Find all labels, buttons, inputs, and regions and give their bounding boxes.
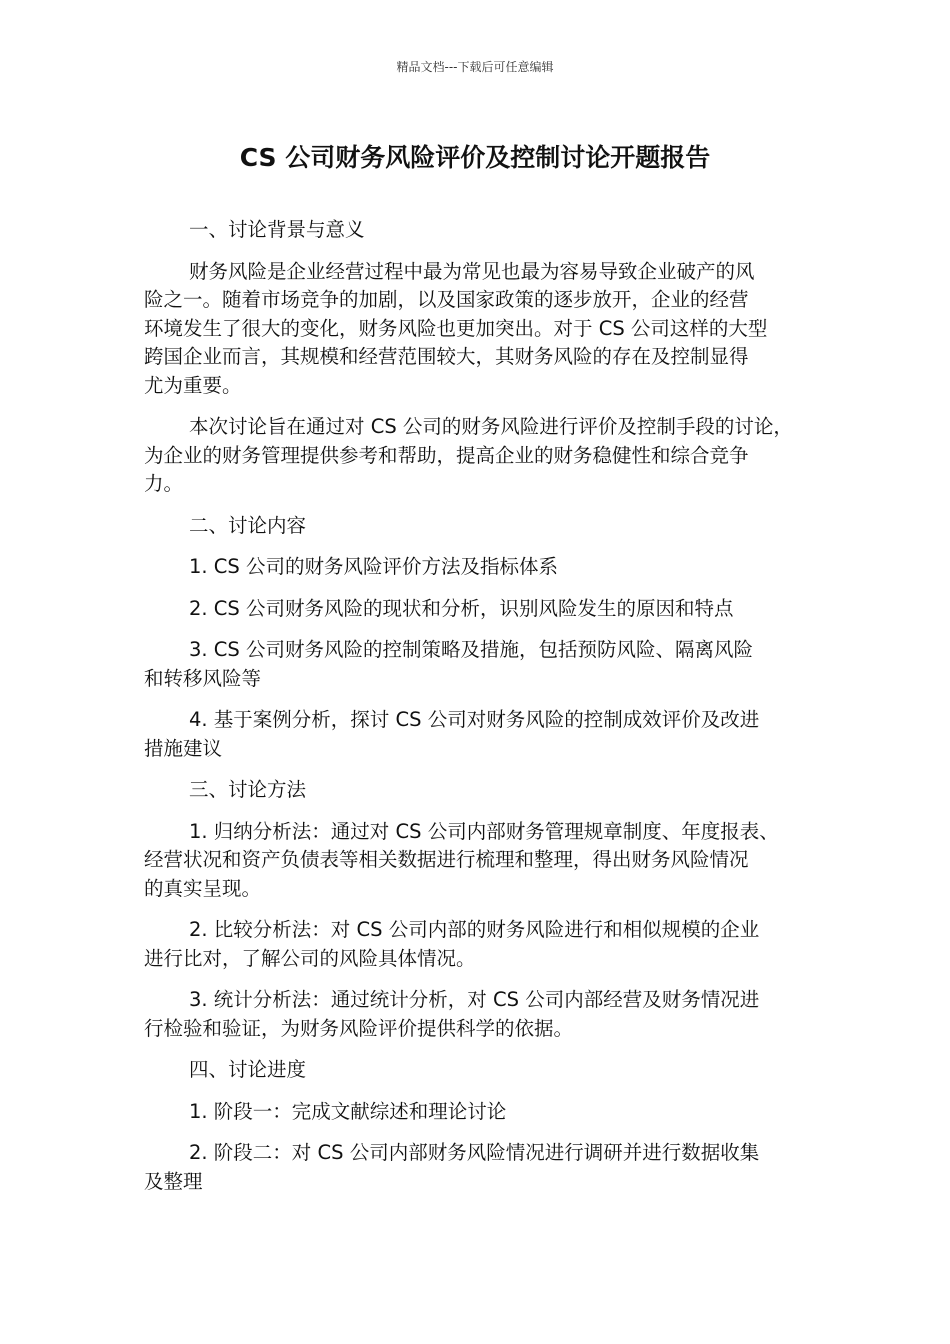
paragraph (144, 413, 814, 499)
paragraph-line: 二、讨论内容 (189, 513, 307, 537)
paragraph-line: 力。 (144, 472, 184, 495)
paragraph-line: 2. 比较分析法：对 CS 公司内部的财务风险进行和相似规模的企业 (189, 918, 760, 941)
paragraph (144, 1139, 814, 1196)
paragraph-line: 跨国企业而言，其规模和经营范围较大，其财务风险的存在及控制显得 (144, 345, 749, 368)
paragraph-line: 和转移风险等 (144, 666, 262, 690)
paragraph (144, 216, 814, 245)
paragraph-line: 2. 阶段二：对 CS 公司内部财务风险情况进行调研并进行数据收集 (189, 1141, 760, 1164)
paragraph-line: 的真实呈现。 (144, 876, 262, 900)
paragraph-line: 环境发生了很大的变化，财务风险也更加突出。对于 CS 公司这样的大型 (144, 316, 768, 340)
paragraph (144, 1056, 814, 1085)
paragraph-line: 1. 阶段一：完成文献综述和理论讨论 (189, 1099, 507, 1123)
header-note: 精品文档---下载后可任意编辑 (396, 60, 554, 74)
paragraph-line: 措施建议 (144, 736, 223, 760)
paragraph-line: 四、讨论进度 (189, 1058, 307, 1081)
paragraph-line: 行检验和验证，为财务风险评价提供科学的依据。 (144, 1016, 574, 1040)
paragraph-line: 3. 统计分析法：通过统计分析，对 CS 公司内部经营及财务情况进 (189, 988, 760, 1011)
paragraph-line: 及整理 (144, 1169, 203, 1193)
paragraph-line: 尤为重要。 (144, 373, 242, 397)
paragraph-line: 为企业的财务管理提供参考和帮助，提高企业的财务稳健性和综合竞争 (144, 443, 749, 467)
paragraph (144, 595, 814, 624)
paragraph (144, 1098, 814, 1127)
paragraph (144, 916, 814, 973)
paragraph-line: 3. CS 公司财务风险的控制策略及措施，包括预防风险、隔离风险 (189, 638, 753, 661)
paragraph-line: 1. 归纳分析法：通过对 CS 公司内部财务管理规章制度、年度报表、 (189, 819, 779, 843)
paragraph (144, 258, 814, 401)
paragraph (144, 706, 814, 763)
paragraph-line: 财务风险是企业经营过程中最为常见也最为容易导致企业破产的风 (189, 259, 755, 283)
paragraph-line: 险之一。随着市场竞争的加剧，以及国家政策的逐步放开，企业的经营 (144, 288, 749, 311)
paragraph (144, 636, 814, 693)
paragraph-line: 本次讨论旨在通过对 CS 公司的财务风险进行评价及控制手段的讨论， (189, 415, 793, 438)
paragraph-line: 2. CS 公司财务风险的现状和分析，识别风险发生的原因和特点 (189, 596, 734, 620)
document-title: CS 公司财务风险评价及控制讨论开题报告 (239, 143, 711, 172)
paragraph-line: 一、讨论背景与意义 (189, 218, 365, 241)
paragraph-line: 进行比对，了解公司的风险具体情况。 (144, 946, 476, 970)
paragraph (144, 512, 814, 541)
paragraph (144, 986, 814, 1043)
paragraph (144, 818, 814, 904)
paragraph-line: 4. 基于案例分析，探讨 CS 公司对财务风险的控制成效评价及改进 (189, 708, 760, 731)
paragraph (144, 553, 814, 582)
paragraph-line: 经营状况和资产负债表等相关数据进行梳理和整理，得出财务风险情况 (144, 848, 749, 871)
paragraph-line: 1. CS 公司的财务风险评价方法及指标体系 (189, 555, 558, 578)
paragraph (144, 776, 814, 805)
document-body (144, 216, 814, 1209)
paragraph-line: 三、讨论方法 (189, 778, 307, 801)
